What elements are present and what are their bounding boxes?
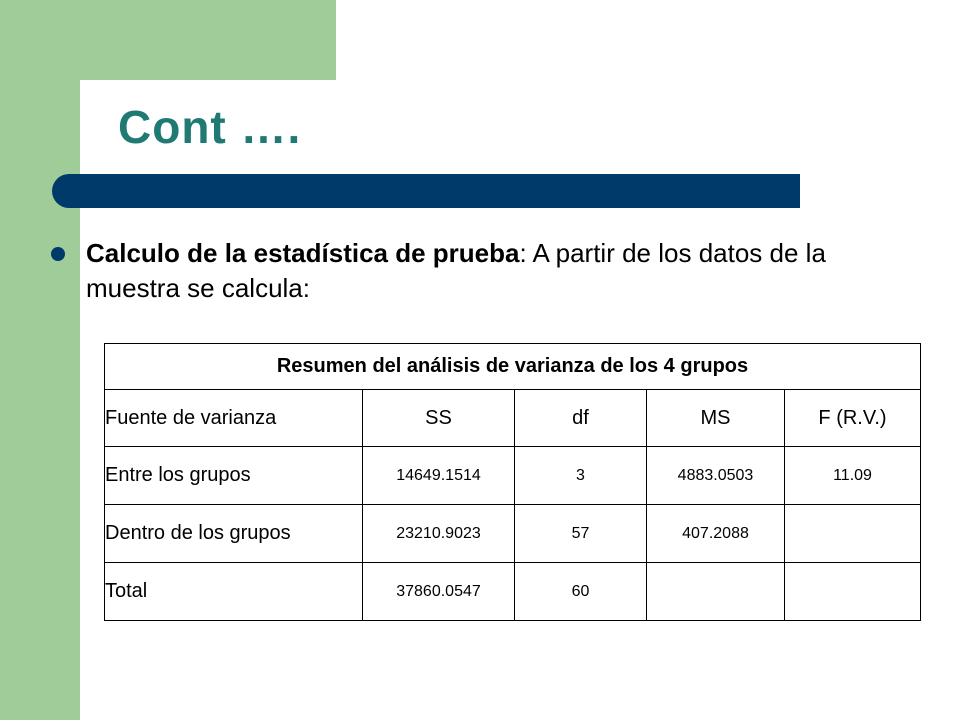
- decorative-green-block: [0, 0, 336, 80]
- bullet-plain-text: : A partir de los datos de la muestra se calcula:: [86, 238, 826, 303]
- cell-ss: 37860.0547: [363, 563, 515, 621]
- header-f: F (R.V.): [785, 390, 921, 447]
- cell-ss: 23210.9023: [363, 505, 515, 563]
- header-source: Fuente de varianza: [105, 390, 363, 447]
- cell-source: Dentro de los grupos: [105, 505, 363, 563]
- cell-ms: 4883.0503: [647, 447, 785, 505]
- table-header-row: [105, 390, 921, 447]
- cell-df: 57: [515, 505, 647, 563]
- cell-source: Entre los grupos: [105, 447, 363, 505]
- bullet-text: [86, 236, 926, 306]
- cell-source: Total: [105, 563, 363, 621]
- cell-ss: 14649.1514: [363, 447, 515, 505]
- table-caption-row: [105, 344, 921, 390]
- table-row: [105, 505, 921, 563]
- bullet-dot-icon: [51, 247, 65, 261]
- header-ms: MS: [647, 390, 785, 447]
- cell-df: 60: [515, 563, 647, 621]
- table-caption: Resumen del análisis de varianza de los 4 grupos: [105, 344, 921, 390]
- slide-title: Cont ….: [118, 101, 302, 153]
- table-row: [105, 563, 921, 621]
- cell-f: 11.09: [785, 447, 921, 505]
- table-row: [105, 447, 921, 505]
- bullet-bold-text: Calculo de la estadística de prueba: [86, 238, 520, 268]
- cell-f: [785, 505, 921, 563]
- cell-ms: 407.2088: [647, 505, 785, 563]
- cell-f: [785, 563, 921, 621]
- cell-ms: [647, 563, 785, 621]
- title-underline-bar: [52, 174, 800, 208]
- header-df: df: [515, 390, 647, 447]
- cell-df: 3: [515, 447, 647, 505]
- anova-table: [104, 343, 921, 621]
- header-ss: SS: [363, 390, 515, 447]
- decorative-green-strip: [0, 0, 80, 720]
